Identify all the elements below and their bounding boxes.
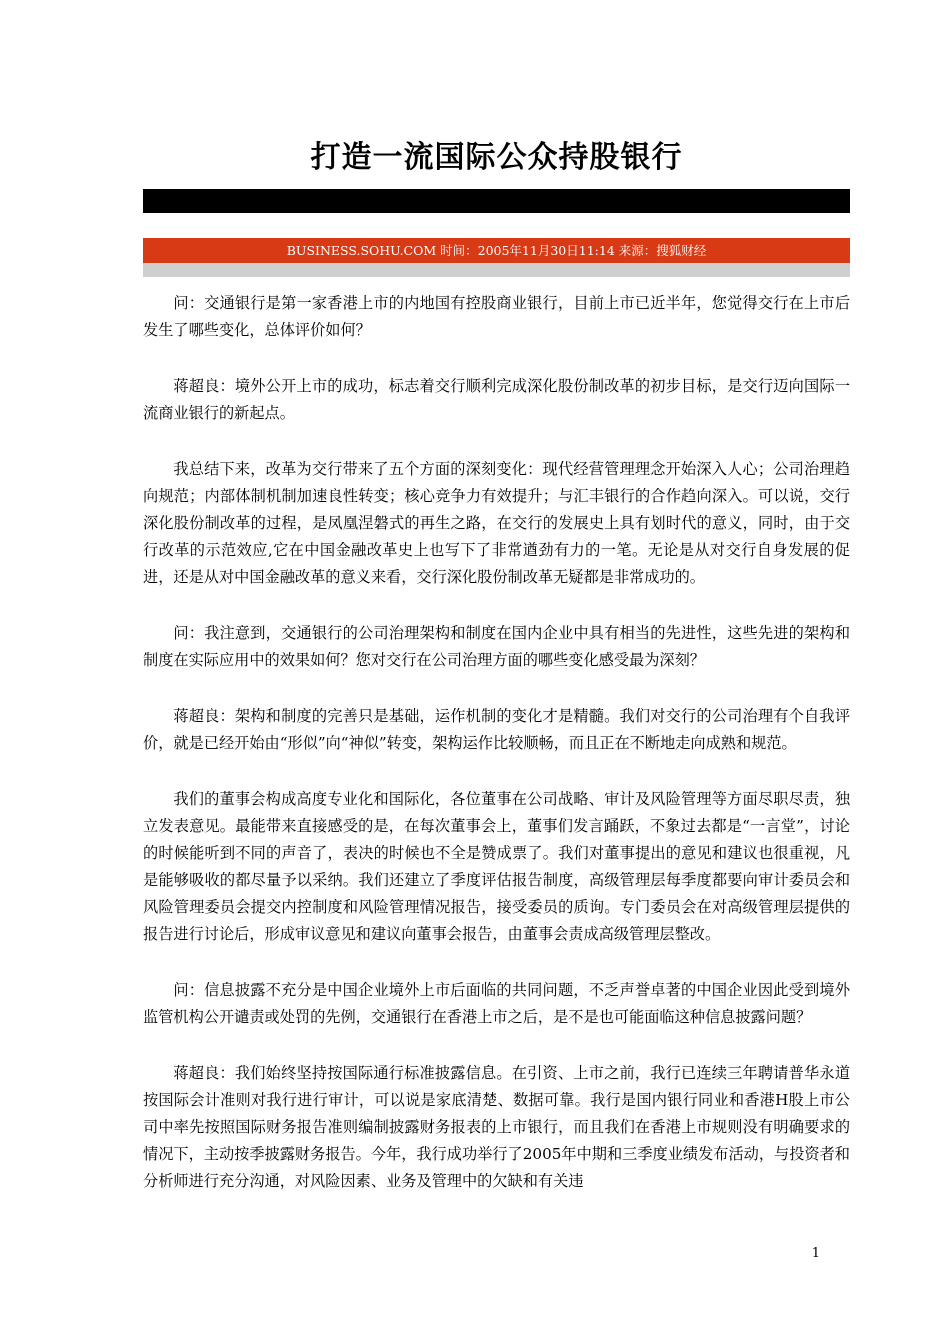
paragraph: 蒋超良：我们始终坚持按国际通行标准披露信息。在引资、上市之前，我行已连续三年聘请普华永道按国际会计准则对我行进行审计，可以说是家底清楚、数据可靠。我行是国内银行同业和香港H股上市公司中率先按照国际财务报告准则编制披露财务报表的上市银行，而且我们在香港上市规则没有明确要求的情况下，主动按季披露财务报告。今年，我行成功举行了2005年中期和三季度业绩发布活动，与投资者和分析师进行充分沟通，对风险因素、业务及管理中的欠缺和有关违 xyxy=(143,1064,850,1190)
paragraph: 问：我注意到，交通银行的公司治理架构和制度在国内企业中具有相当的先进性，这些先进的架构和制度在实际应用中的效果如何？您对交行在公司治理方面的哪些变化感受最为深刻？ xyxy=(143,624,850,669)
paragraph: 我们的董事会构成高度专业化和国际化，各位董事在公司战略、审计及风险管理等方面尽职尽责，独立发表意见。最能带来直接感受的是，在每次董事会上，董事们发言踊跃，不象过去都是“一言堂”，讨论的时候能听到不同的声音了，表决的时候也不全是赞成票了。我们对董事提出的意见和建议也很重视，凡是能够吸收的都尽量予以采纳。我们还建立了季度评估报告制度，高级管理层每季度都要向审计委员会和风险管理委员会提交内控制度和风险管理情况报告，接受委员的质询。专门委员会在对高级管理层提供的报告进行讨论后，形成审议意见和建议向董事会报告，由董事会责成高级管理层整改。 xyxy=(143,790,850,943)
article-body xyxy=(143,290,850,1224)
paragraph: 我总结下来，改革为交行带来了五个方面的深刻变化：现代经营管理理念开始深入人心；公司治理趋向规范；内部体制机制加速良性转变；核心竞争力有效提升；与汇丰银行的合作趋向深入。可以说，交行深化股份制改革的过程，是凤凰涅磐式的再生之路，在交行的发展史上具有划时代的意义，同时，由于交行改革的示范效应,它在中国金融改革史上也写下了非常遒劲有力的一笔。无论是从对交行自身发展的促进，还是从对中国金融改革的意义来看，交行深化股份制改革无疑都是非常成功的。 xyxy=(143,460,850,586)
paragraph: 蒋超良：境外公开上市的成功，标志着交行顺利完成深化股份制改革的初步目标，是交行迈向国际一流商业银行的新起点。 xyxy=(143,377,850,422)
source-info-bar: BUSINESS.SOHU.COM 时间：2005年11月30日11:14 来源：搜狐财经 xyxy=(143,238,850,263)
gray-divider-bar xyxy=(143,263,850,277)
page-title: 打造一流国际公众持股银行 xyxy=(310,140,683,175)
paragraph: 问：交通银行是第一家香港上市的内地国有控股商业银行，目前上市已近半年，您觉得交行在上市后发生了哪些变化，总体评价如何？ xyxy=(143,294,850,339)
page-number: 1 xyxy=(811,1246,820,1261)
paragraph: 问：信息披露不充分是中国企业境外上市后面临的共同问题，不乏声誉卓著的中国企业因此受到境外监管机构公开谴责或处罚的先例，交通银行在香港上市之后，是不是也可能面临这种信息披露问题？ xyxy=(143,981,850,1026)
paragraph: 蒋超良：架构和制度的完善只是基础，运作机制的变化才是精髓。我们对交行的公司治理有个自我评价，就是已经开始由“形似”向“神似”转变，架构运作比较顺畅，而且正在不断地走向成熟和规范。 xyxy=(143,707,850,752)
title-divider-bar xyxy=(143,189,850,213)
